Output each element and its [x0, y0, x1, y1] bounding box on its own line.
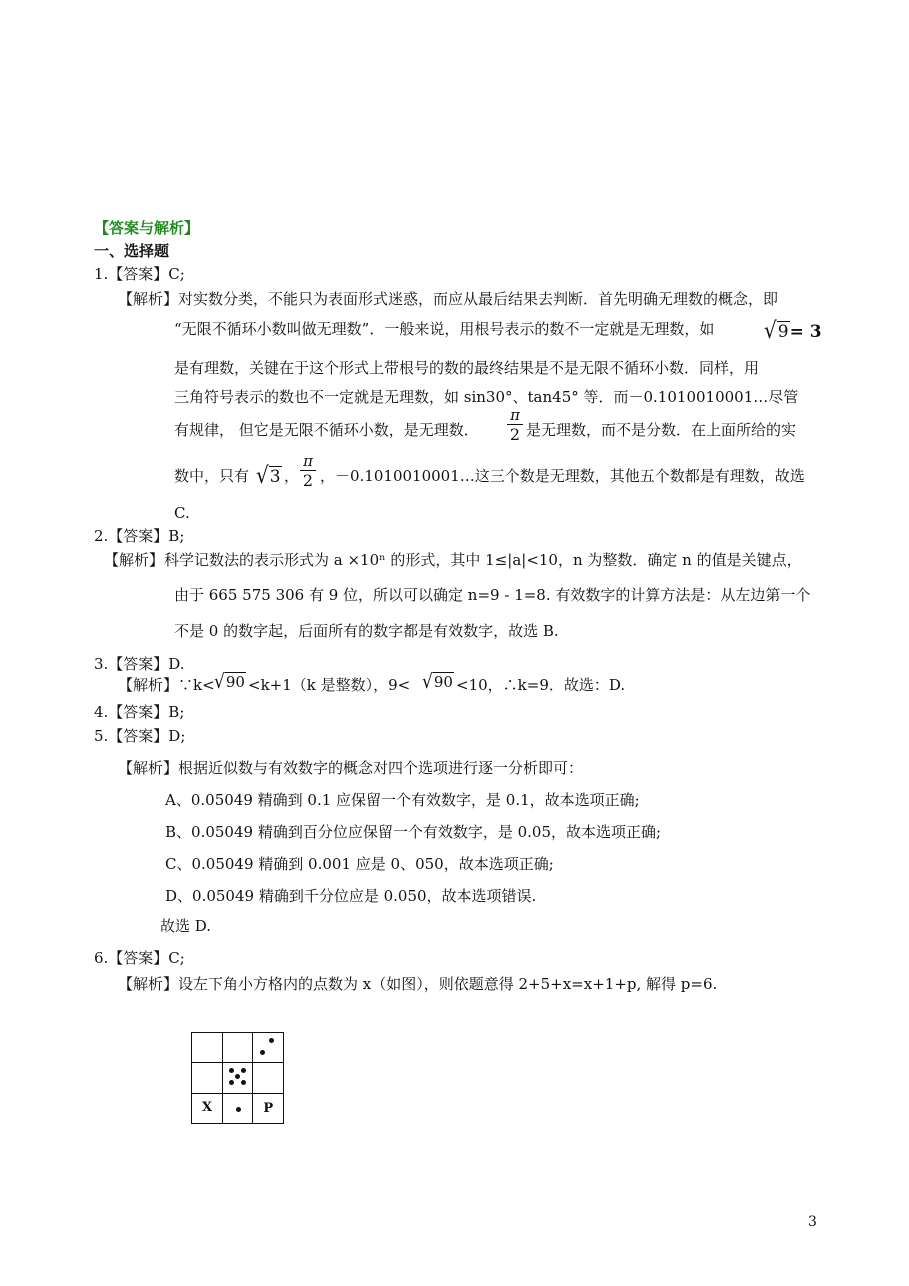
q1-line-4: 三角符号表示的数也不一定就是无理数，如 sin30°、tan45° 等．而－0.1010010001…尽管 [174, 388, 799, 406]
q1-line-3: 是有理数，关键在于这个形式上带根号的数的最终结果是不是无限不循环小数．同样，用 [174, 359, 760, 377]
grid-cell [222, 1063, 253, 1093]
q2-line-2: 由于 665 575 306 有 9 位，所以可以确定 n=9 - 1=8. 有效数字的计算方法是：从左边第一个 [174, 586, 811, 604]
dot [241, 1080, 246, 1085]
page-number: 3 [808, 1214, 817, 1230]
q5-option-d: D、0.05049 精确到千分位应是 0.050，故本选项错误. [165, 887, 537, 905]
grid-cell [253, 1033, 284, 1063]
grid-cell [253, 1063, 284, 1093]
grid-cell [222, 1093, 253, 1123]
q2-line-3: 不是 0 的数字起，后面所有的数字都是有效数字，故选 B. [174, 622, 559, 640]
q1-line-7: C. [174, 504, 190, 522]
grid-cell [192, 1033, 223, 1063]
q3-line-1b: <k+1（k 是整数），9< [248, 676, 411, 694]
q1-line-5b: 是无理数，而不是分数．在上面所给的实 [526, 421, 797, 439]
dot [229, 1080, 234, 1085]
q6-line-1: 【解析】设左下角小方格内的点数为 x（如图），则依题意得 2+5+x=x+1+p, 解得 p=6. [118, 975, 718, 993]
q5-option-b: B、0.05049 精确到百分位应保留一个有效数字，是 0.05，故本选项正确; [165, 823, 662, 841]
dot [236, 1107, 241, 1112]
q1-answer: 1.【答案】C; [94, 265, 185, 283]
q1-line-6-comma: ， [284, 467, 300, 485]
q6-answer: 6.【答案】C; [94, 949, 185, 967]
dot [241, 1068, 246, 1073]
dot-grid-figure [191, 1032, 284, 1124]
grid-cell [192, 1063, 223, 1093]
q3-answer: 3.【答案】D. [94, 655, 185, 673]
q2-answer: 2.【答案】B; [94, 527, 185, 545]
q5-option-a: A、0.05049 精确到 0.1 应保留一个有效数字，是 0.1，故本选项正确; [165, 791, 640, 809]
q1-line-6c: ，－0.1010010001…这三个数是无理数，其他五个数都是有理数，故选 [320, 467, 805, 485]
sqrt-3-expr: √3 [256, 461, 281, 489]
dot [260, 1050, 265, 1055]
q1-line-5a: 有规律， 但它是无限不循环小数，是无理数． [174, 421, 479, 439]
sqrt-90-expr: √90 [214, 670, 245, 694]
sqrt-9-expr: √9= 3 [764, 316, 822, 344]
grid-cell [192, 1093, 223, 1123]
q3-line-1c: <10，∴k=9．故选：D. [456, 676, 626, 694]
q2-line-1: 【解析】科学记数法的表示形式为 a ×10ⁿ 的形式，其中 1≤|a|<10，n 为整数．确定 n 的值是关键点， [104, 551, 802, 569]
dot [269, 1038, 274, 1043]
p-label: P [263, 1100, 274, 1116]
q5-answer: 5.【答案】D; [94, 727, 186, 745]
pi-over-2-fraction-2: π 2 [298, 452, 318, 491]
sqrt-90-expr-2: √90 [422, 670, 453, 694]
pi-over-2-fraction: π 2 [505, 406, 525, 445]
q5-option-c: C、0.05049 精确到 0.001 应是 0、050，故本选项正确; [165, 855, 554, 873]
q3-line-1a: 【解析】∵k< [118, 676, 215, 694]
answer-heading: 【答案与解析】 [94, 219, 200, 237]
q1-line-6a: 数中，只有 [174, 467, 250, 485]
q5-line-1: 【解析】根据近似数与有效数字的概念对四个选项进行逐一分析即可： [118, 759, 584, 777]
q5-conclusion: 故选 D. [160, 917, 212, 935]
x-label: X [202, 1099, 213, 1115]
q4-answer: 4.【答案】B; [94, 703, 185, 721]
grid-cell [222, 1033, 253, 1063]
dot [229, 1068, 234, 1073]
section-title: 一、选择题 [94, 242, 170, 260]
q1-line-1: 【解析】对实数分类，不能只为表面形式迷惑，而应从最后结果去判断．首先明确无理数的概念，即 [118, 290, 779, 308]
dot [235, 1074, 240, 1079]
q1-line-2: “无限不循环小数叫做无理数”．一般来说，用根号表示的数不一定就是无理数，如 [174, 320, 715, 338]
grid-cell [253, 1093, 284, 1123]
